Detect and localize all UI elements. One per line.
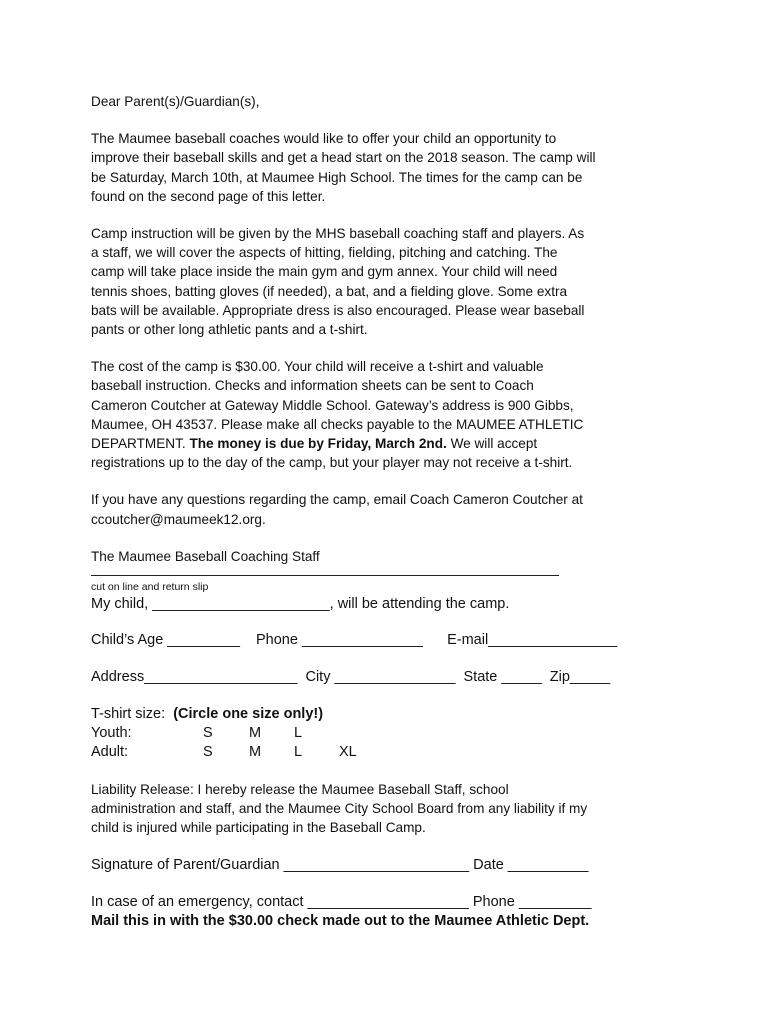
youth-size-row (91, 724, 691, 743)
instruction-paragraph: Camp instruction will be given by the MHS baseball coaching staff and players. As a staff, we will cover the aspects of hitting, fielding, pitching and catching. The camp will take place inside the main gym and gym annex. Your child will need tennis shoes, batting gloves (if needed), a bat, and a fielding glove. Some extra bats will be available. Appropriate dress is also encouraged. Please wear baseball pants or other long athletic pants and a t-shirt. (91, 226, 585, 338)
adult-size-row (91, 743, 691, 762)
intro-paragraph: The Maumee baseball coaches would like to offer your child an opportunity to improve their baseball skills and get a head start on the 2018 season. The camp will be Saturday, March 10th, at Maumee High School. The times for the camp can be found on the second page of this letter. (91, 131, 596, 204)
youth-size-s: S (203, 725, 213, 742)
signoff: The Maumee Baseball Coaching Staff (91, 548, 320, 564)
youth-size-l: L (294, 725, 303, 742)
cost-paragraph (91, 357, 691, 472)
address-line: Address___________________ City _______________ State _____ Zip_____ (91, 669, 611, 686)
child-contact-line: Child’s Age _________ Phone _______________ E-mail________________ (91, 632, 618, 649)
tshirt-size-heading (91, 705, 691, 724)
salutation: Dear Parent(s)/Guardian(s), (91, 94, 260, 109)
tshirt-note: (Circle one size only!) (173, 706, 324, 723)
adult-size-xl: XL (339, 744, 357, 761)
liability-release: Liability Release: I hereby release the Maumee Baseball Staff, school administration and staff, and the Maumee City School Board from any liability if my child is injured while participating in the Baseball Camp. (91, 782, 588, 836)
cost-text: The cost of the camp is $30.00. Your child will receive a t-shirt and valuable baseball instruction. Checks and information sheets can be sent to Coach Cameron Coutcher at Gateway Middle School. Gateway’s address is 900 Gibbs, Maumee, OH 43537. Please make all checks payable to the MAUMEE ATHLETIC DEPARTMENT. (91, 359, 584, 452)
questions-paragraph: If you have any questions regarding the camp, email Coach Cameron Coutcher at ccoutcher@maumeek12.org. (91, 492, 583, 527)
youth-size-m: M (249, 725, 262, 742)
registration-text: We will accept registrations up to the day of the camp, but your player may not receive a t-shirt. (91, 436, 573, 471)
adult-size-s: S (203, 744, 213, 761)
attending-line: My child, ______________________, will be attending the camp. (91, 596, 510, 613)
adult-size-m: M (249, 744, 262, 761)
cut-caption: cut on line and return slip (91, 581, 209, 594)
mail-instruction: Mail this in with the $30.00 check made out to the Maumee Athletic Dept. (91, 912, 590, 929)
youth-label: Youth: (91, 725, 132, 742)
camp-letter (91, 92, 691, 931)
adult-size-l: L (294, 744, 303, 761)
tshirt-label: T-shirt size: (91, 706, 174, 723)
emergency-contact-line: In case of an emergency, contact ____________________ Phone _________ (91, 893, 592, 910)
cut-line (91, 575, 559, 576)
adult-label: Adult: (91, 744, 129, 761)
signature-line: Signature of Parent/Guardian _______________________ Date __________ (91, 856, 589, 873)
due-date-notice: The money is due by Friday, March 2nd. (189, 436, 447, 452)
